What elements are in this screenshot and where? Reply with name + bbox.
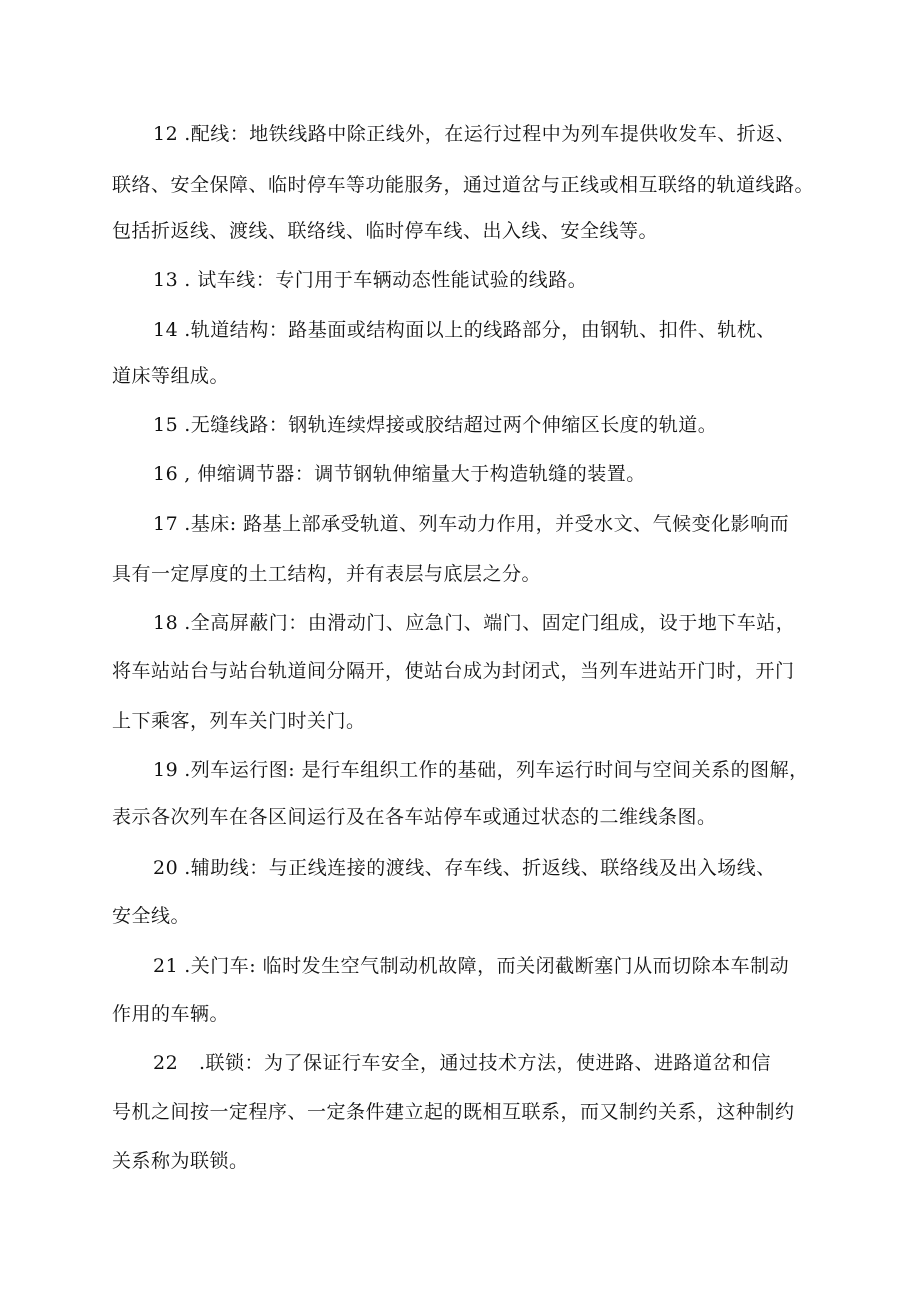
entry-text: , 伸缩调节器：调节钢轨伸缩量大于构造轨缝的装置。 — [184, 463, 646, 485]
entry-text: .关门车: 临时发生空气制动机故障，而关闭截断塞门从而切除本车制动 — [184, 955, 790, 977]
entry-18-line-3: 上下乘客，列车关门时关门。 — [112, 710, 366, 732]
entry-text: .配线：地铁线路中除正线外，在运行过程中为列车提供收发车、折返、 — [184, 123, 796, 145]
entry-22-line-2: 号机之间按一定程序、一定条件建立起的既相互联系，而又制约关系，这种制约 — [112, 1101, 795, 1123]
entry-number: 16 — [153, 463, 179, 485]
entry-14-line-1 — [153, 317, 863, 343]
entry-13-line-1 — [153, 267, 863, 293]
entry-15-line-1 — [153, 412, 863, 438]
entry-16-line-1 — [153, 461, 863, 487]
entry-number: 17 — [153, 513, 179, 535]
entry-21-line-2: 作用的车辆。 — [112, 1003, 230, 1025]
entry-17-line-2: 具有一定厚度的土工结构，并有表层与底层之分。 — [112, 563, 542, 585]
entry-text: .轨道结构：路基面或结构面以上的线路部分，由钢轨、扣件、轨枕、 — [184, 319, 776, 341]
entry-number: 21 — [153, 955, 179, 977]
entry-number: 20 — [153, 857, 179, 879]
entry-12-line-3: 包括折返线、渡线、联络线、临时停车线、出入线、安全线等。 — [112, 220, 659, 242]
entry-number: 15 — [153, 414, 179, 436]
entry-19-line-2: 表示各次列车在各区间运行及在各车站停车或通过状态的二维线条图。 — [112, 806, 717, 828]
entry-22-line-1 — [153, 1050, 863, 1076]
entry-number: 22 — [153, 1052, 179, 1074]
entry-number: 14 — [153, 319, 179, 341]
entry-text: .无缝线路：钢轨连续焊接或胶结超过两个伸缩区长度的轨道。 — [184, 414, 718, 436]
entry-17-line-1 — [153, 511, 863, 537]
entry-number: 19 — [153, 759, 179, 781]
entry-text: .全高屏蔽门：由滑动门、应急门、端门、固定门组成，设于地下车站， — [184, 612, 796, 634]
entry-number: 18 — [153, 612, 179, 634]
entry-number: 13 — [153, 269, 179, 291]
entry-text: .基床: 路基上部承受轨道、列车动力作用，并受水文、气候变化影响而 — [184, 513, 790, 535]
entry-18-line-2: 将车站站台与站台轨道间分隔开，使站台成为封闭式，当列车进站开门时，开门 — [112, 660, 795, 682]
entry-20-line-2: 安全线。 — [112, 905, 191, 927]
entry-21-line-1 — [153, 953, 863, 979]
entry-18-line-1 — [153, 610, 863, 636]
entry-12-line-2: 联络、安全保障、临时停车等功能服务，通过道岔与正线或相互联络的轨道线路。 — [112, 174, 815, 196]
entry-22-line-3: 关系称为联锁。 — [112, 1150, 249, 1172]
entry-number: 12 — [153, 123, 179, 145]
entry-19-line-1 — [153, 757, 863, 783]
entry-20-line-1 — [153, 855, 863, 881]
entry-text: .列车运行图: 是行车组织工作的基础，列车运行时间与空间关系的图解， — [184, 759, 809, 781]
entry-text: .联锁：为了保证行车安全，通过技术方法，使进路、进路道岔和信 — [199, 1052, 772, 1074]
entry-14-line-2: 道床等组成。 — [112, 365, 230, 387]
entry-text: . 试车线：专门用于车辆动态性能试验的线路。 — [184, 269, 588, 291]
entry-text: .辅助线：与正线连接的渡线、存车线、折返线、联络线及出入场线、 — [184, 857, 776, 879]
entry-12-line-1 — [153, 121, 863, 147]
